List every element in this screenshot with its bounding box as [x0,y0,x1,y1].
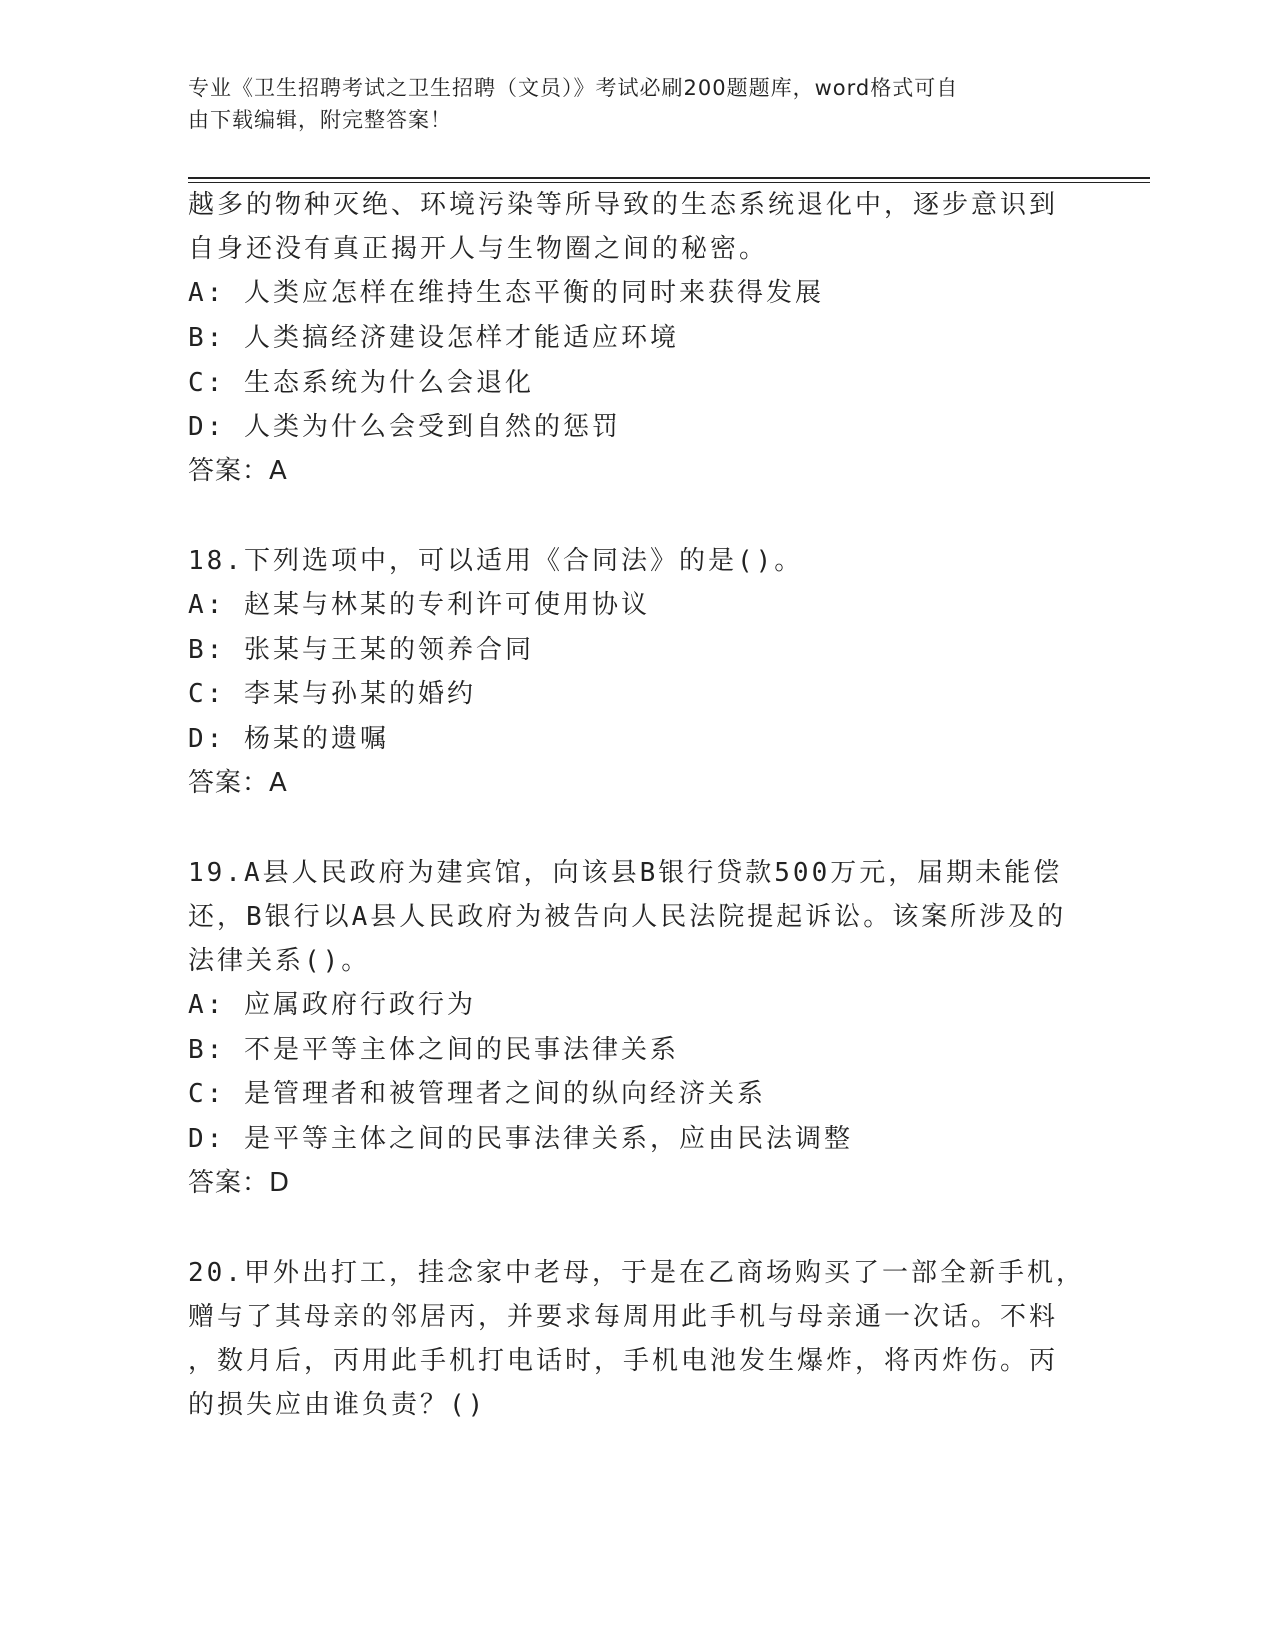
q20-text-line-2: 赠与了其母亲的邻居丙，并要求每周用此手机与母亲通一次话。不料 [188,1302,1059,1332]
header-divider-thin [188,182,1150,183]
q18-answer: 答案：A [188,768,288,798]
q19-option-d: D: 是平等主体之间的民事法律关系，应由民法调整 [188,1124,853,1154]
q20-text-line-4: 的损失应由谁负责？() [188,1390,487,1420]
q18-option-d: D: 杨某的遗嘱 [188,724,389,754]
q19-answer: 答案：D [188,1168,291,1198]
q20-text-line-1: 20.甲外出打工，挂念家中老母，于是在乙商场购买了一部全新手机， [188,1258,1085,1288]
q17-option-b: B: 人类搞经济建设怎样才能适应环境 [188,323,679,353]
q18-option-a: A: 赵某与林某的专利许可使用协议 [188,590,650,620]
q20-text-line-3: ，数月后，丙用此手机打电话时，手机电池发生爆炸，将丙炸伤。丙 [188,1346,1059,1376]
q18-option-c: C: 李某与孙某的婚约 [188,679,476,709]
q17-option-c: C: 生态系统为什么会退化 [188,368,534,398]
q17-text-line-1: 越多的物种灭绝、环境污染等所导致的生态系统退化中，逐步意识到 [188,190,1059,220]
q19-text-line-3: 法律关系()。 [188,946,371,976]
header-line-1: 专业《卫生招聘考试之卫生招聘（文员）》考试必刷200题题库，word格式可自 [188,76,959,100]
q17-option-d: D: 人类为什么会受到自然的惩罚 [188,412,621,442]
q18-option-b: B: 张某与王某的领养合同 [188,635,534,665]
q19-text-line-2: 还，B银行以A县人民政府为被告向人民法院提起诉讼。该案所涉及的 [188,902,1067,932]
q19-option-b: B: 不是平等主体之间的民事法律关系 [188,1035,679,1065]
q18-text-line-1: 18.下列选项中，可以适用《合同法》的是()。 [188,546,804,576]
q17-text-line-2: 自身还没有真正揭开人与生物圈之间的秘密。 [188,234,769,264]
header-line-2: 由下载编辑，附完整答案！ [188,108,452,132]
header-divider-thick [188,177,1150,179]
q19-option-a: A: 应属政府行政行为 [188,990,476,1020]
q19-text-line-1: 19.A县人民政府为建宾馆，向该县B银行贷款500万元，届期未能偿 [188,858,1063,888]
q17-answer: 答案：A [188,456,288,486]
q19-option-c: C: 是管理者和被管理者之间的纵向经济关系 [188,1079,766,1109]
q17-option-a: A: 人类应怎样在维持生态平衡的同时来获得发展 [188,278,824,308]
document-header [188,72,1088,136]
